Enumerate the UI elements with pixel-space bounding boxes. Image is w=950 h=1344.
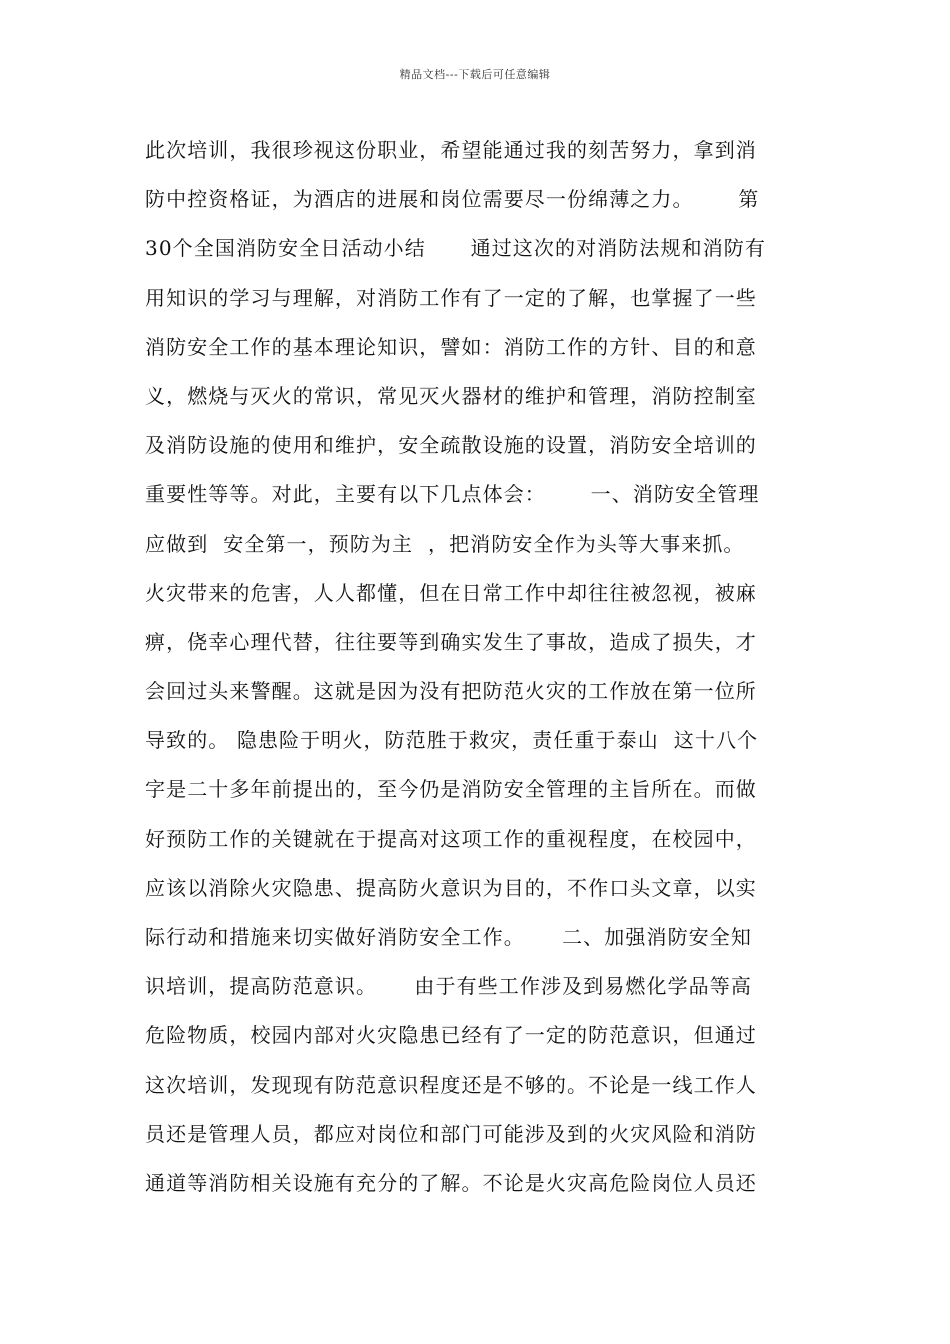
text-line: 危险物质，校园内部对火灾隐患已经有了一定的防范意识，但通过 [145, 1023, 757, 1048]
text-line: 用知识的学习与理解，对消防工作有了一定的了解，也掌握了一些 [145, 285, 757, 310]
text-line: 应做到 安全第一，预防为主 ，把消防安全作为头等大事来抓。 [145, 531, 745, 556]
text-line: 重要性等等。对此，主要有以下几点体会： 一、消防安全管理 [145, 482, 760, 507]
text-line: 好预防工作的关键就在于提高对这项工作的重视程度，在校园中， [145, 826, 757, 851]
text-line: 字是二十多年前提出的，至今仍是消防安全管理的主旨所在。而做 [145, 777, 757, 802]
text-line: 防中控资格证，为酒店的进展和岗位需要尽一份绵薄之力。 第 [145, 187, 760, 212]
text-line: 通道等消防相关设施有充分的了解。不论是火灾高危险岗位人员还 [145, 1170, 757, 1195]
text-line: 此次培训，我很珍视这份职业，希望能通过我的刻苦努力，拿到消 [145, 138, 757, 162]
text-line: 际行动和措施来切实做好消防安全工作。 二、加强消防安全知 [145, 925, 752, 949]
text-line: 30个全国消防安全日活动小结 通过这次的对消防法规和消防有 [145, 236, 766, 261]
text-line: 导致的。 隐患险于明火，防范胜于救灾，责任重于泰山 这十八个 [145, 728, 759, 753]
page-header: 精品文档---下载后可任意编辑 [399, 68, 551, 81]
text-line: 消防安全工作的基本理论知识，譬如：消防工作的方针、目的和意 [145, 334, 757, 359]
body-text [145, 130, 815, 1212]
text-line: 火灾带来的危害，人人都懂，但在日常工作中却往往被忽视，被麻 [145, 580, 757, 605]
text-line: 会回过头来警醒。这就是因为没有把防范火灾的工作放在第一位所 [145, 679, 757, 704]
text-line: 员还是管理人员，都应对岗位和部门可能涉及到的火灾风险和消防 [145, 1121, 757, 1146]
text-line: 应该以消除火灾隐患、提高防火意识为目的，不作口头文章，以实 [145, 875, 757, 900]
text-line: 痹，侥幸心理代替，往往要等到确实发生了事故，造成了损失，才 [145, 629, 757, 654]
text-line: 及消防设施的使用和维护，安全疏散设施的设置，消防安全培训的 [145, 433, 757, 458]
text-line: 识培训，提高防范意识。 由于有些工作涉及到易燃化学品等高 [145, 974, 752, 999]
text-line: 义，燃烧与灭火的常识，常见灭火器材的维护和管理，消防控制室 [145, 383, 757, 408]
text-line: 这次培训，发现现有防范意识程度还是不够的。不论是一线工作人 [145, 1072, 757, 1097]
